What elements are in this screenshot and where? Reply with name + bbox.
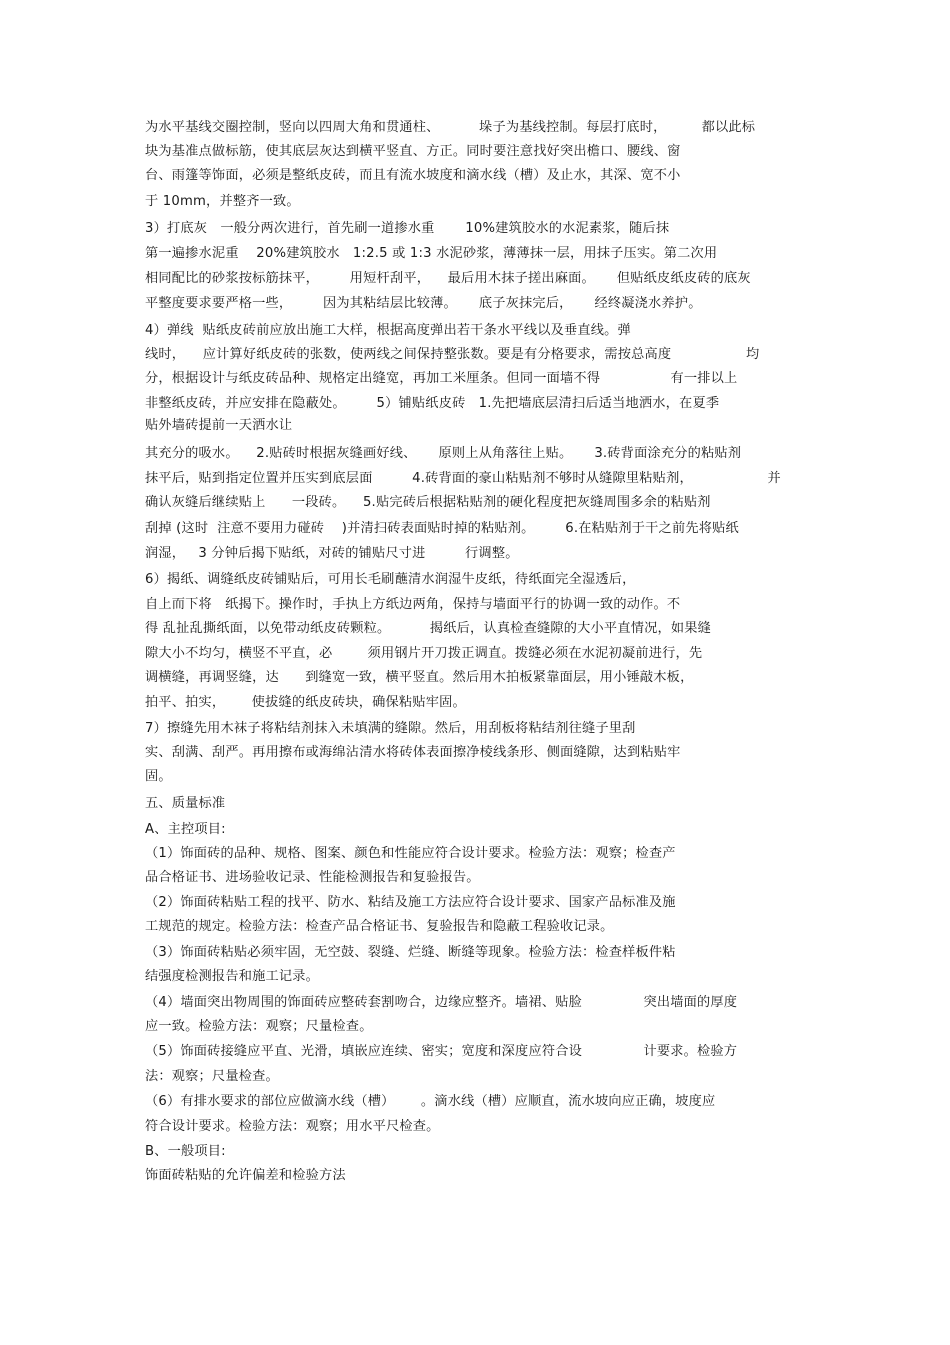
text-line: 调横缝，再调竖缝，达 到缝宽一致，横平竖直。然后用木拍板紧靠面层，用小锤敲木板， xyxy=(145,670,694,685)
text-line: 确认灰缝后继续贴上 一段砖。 5.贴完砖后根据粘贴剂的硬化程度把灰缝周围多余的粘贴剂 xyxy=(145,495,711,510)
text-line: 4）弹线 贴纸皮砖前应放出施工大样，根据高度弹出若干条水平线以及垂直线。弹 xyxy=(145,323,631,338)
text-line: 符合设计要求。检验方法：观察；用水平尺检查。 xyxy=(145,1119,440,1134)
text-line: 刮掉 (这时 注意不要用力碰砖 )并清扫砖表面贴时掉的粘贴剂。 6.在粘贴剂于干之前先将贴纸 xyxy=(145,521,739,536)
text-line: 于 10mm，并整齐一致。 xyxy=(145,194,300,209)
text-line: 润湿， 3 分钟后揭下贴纸，对砖的铺贴尺寸进 行调整。 xyxy=(145,546,519,561)
text-line: 品合格证书、进场验收记录、性能检测报告和复验报告。 xyxy=(145,870,480,885)
text-line: 实、刮满、刮严。再用擦布或海绵沾清水将砖体表面擦净棱线条形、侧面缝隙，达到粘贴牢 xyxy=(145,745,681,760)
text-line: 非整纸皮砖，并应安排在隐蔽处。 5）铺贴纸皮砖 1.先把墙底层清扫后适当地洒水，在夏季 xyxy=(145,396,720,411)
text-line: 法：观察；尺量检查。 xyxy=(145,1069,279,1084)
text-line: 台、雨篷等饰面，必须是整纸皮砖，而且有流水坡度和滴水线（槽）及止水，其深、宽不小 xyxy=(145,168,681,183)
text-line: 拍平、拍实， 使拔缝的纸皮砖块，确保粘贴牢固。 xyxy=(145,695,466,710)
text-line: （4）墙面突出物周围的饰面砖应整砖套割吻合，边缘应整齐。墙裙、贴脸 突出墙面的厚度 xyxy=(145,995,738,1010)
text-line: 线时， 应计算好纸皮砖的张数，使两线之间保持整张数。要是有分格要求，需按总高度 均 xyxy=(145,347,760,362)
subsection-heading: B、一般项目: xyxy=(145,1144,226,1159)
text-line: 工规范的规定。检验方法：检查产品合格证书、复验报告和隐蔽工程验收记录。 xyxy=(145,919,614,934)
text-line: （1）饰面砖的品种、规格、图案、颜色和性能应符合设计要求。检验方法：观察；检查产 xyxy=(145,846,676,861)
text-line: （2）饰面砖粘贴工程的找平、防水、粘结及施工方法应符合设计要求、国家产品标准及施 xyxy=(145,895,676,910)
text-line: 第一遍掺水泥重 20%建筑胶水 1:2.5 或 1:3 水泥砂浆，薄薄抹一层，用抹子压实。第二次用 xyxy=(145,246,718,261)
text-line: 6）揭纸、调缝纸皮砖铺贴后，可用长毛刷蘸清水润湿牛皮纸，待纸面完全湿透后， xyxy=(145,572,636,587)
text-line: 得 乱扯乱撕纸面，以免带动纸皮砖颗粒。 揭纸后，认真检查缝隙的大小平直情况，如果缝 xyxy=(145,621,712,636)
text-line: 贴外墙砖提前一天洒水让 xyxy=(145,418,293,433)
text-line: 固。 xyxy=(145,769,172,784)
text-line: 为水平基线交圈控制，竖向以四周大角和贯通柱、 垛子为基线控制。每层打底时， 都以此标 xyxy=(145,120,756,135)
text-line: 其充分的吸水。 2.贴砖时根据灰缝画好线、 原则上从角落往上贴。 3.砖背面涂充分的粘贴剂 xyxy=(145,446,742,461)
text-line: 饰面砖粘贴的允许偏差和检验方法 xyxy=(145,1168,346,1183)
text-line: 相同配比的砂浆按标筋抹平， 用短杆刮平， 最后用木抹子搓出麻面。 但贴纸皮纸皮砖的底灰 xyxy=(145,271,751,286)
text-line: 应一致。检验方法：观察；尺量检查。 xyxy=(145,1019,373,1034)
text-line: 结强度检测报告和施工记录。 xyxy=(145,969,320,984)
text-line: 块为基准点做标筋，使其底层灰达到横平竖直、方正。同时要注意找好突出檐口、腰线、窗 xyxy=(145,144,681,159)
subsection-heading: A、主控项目: xyxy=(145,822,226,837)
text-line: （5）饰面砖接缝应平直、光滑，填嵌应连续、密实；宽度和深度应符合设 计要求。检验方 xyxy=(145,1044,738,1059)
text-line: （6）有排水要求的部位应做滴水线（槽） 。滴水线（槽）应顺直，流水坡向应正确，坡度应 xyxy=(145,1094,716,1109)
section-heading: 五、质量标准 xyxy=(145,796,226,811)
text-line: 隙大小不均匀，横竖不平直，必 须用钢片开刀拨正调直。拨缝必须在水泥初凝前进行，先 xyxy=(145,646,703,661)
text-line: 3）打底灰 一般分两次进行，首先刷一道掺水重 10%建筑胶水的水泥素浆，随后抹 xyxy=(145,221,670,236)
text-line: 分，根据设计与纸皮砖品种、规格定出缝宽，再加工米厘条。但同一面墙不得 有一排以上 xyxy=(145,371,738,386)
text-line: 抹平后，贴到指定位置并压实到底层面 4.砖背面的豪山粘贴剂不够时从缝隙里粘贴剂， 并 xyxy=(145,471,781,486)
text-line: 7）擦缝先用木袜子将粘结剂抹入未填满的缝隙。然后，用刮板将粘结剂往缝子里刮 xyxy=(145,721,636,736)
text-line: （3）饰面砖粘贴必须牢固，无空鼓、裂缝、烂缝、断缝等现象。检验方法：检查样板件粘 xyxy=(145,945,676,960)
text-line: 平整度要求要严格一些， 因为其粘结层比较薄。 底子灰抹完后， 经终凝浇水养护。 xyxy=(145,296,702,311)
text-line: 自上而下将 纸揭下。操作时，手执上方纸边两角，保持与墙面平行的协调一致的动作。不 xyxy=(145,597,681,612)
